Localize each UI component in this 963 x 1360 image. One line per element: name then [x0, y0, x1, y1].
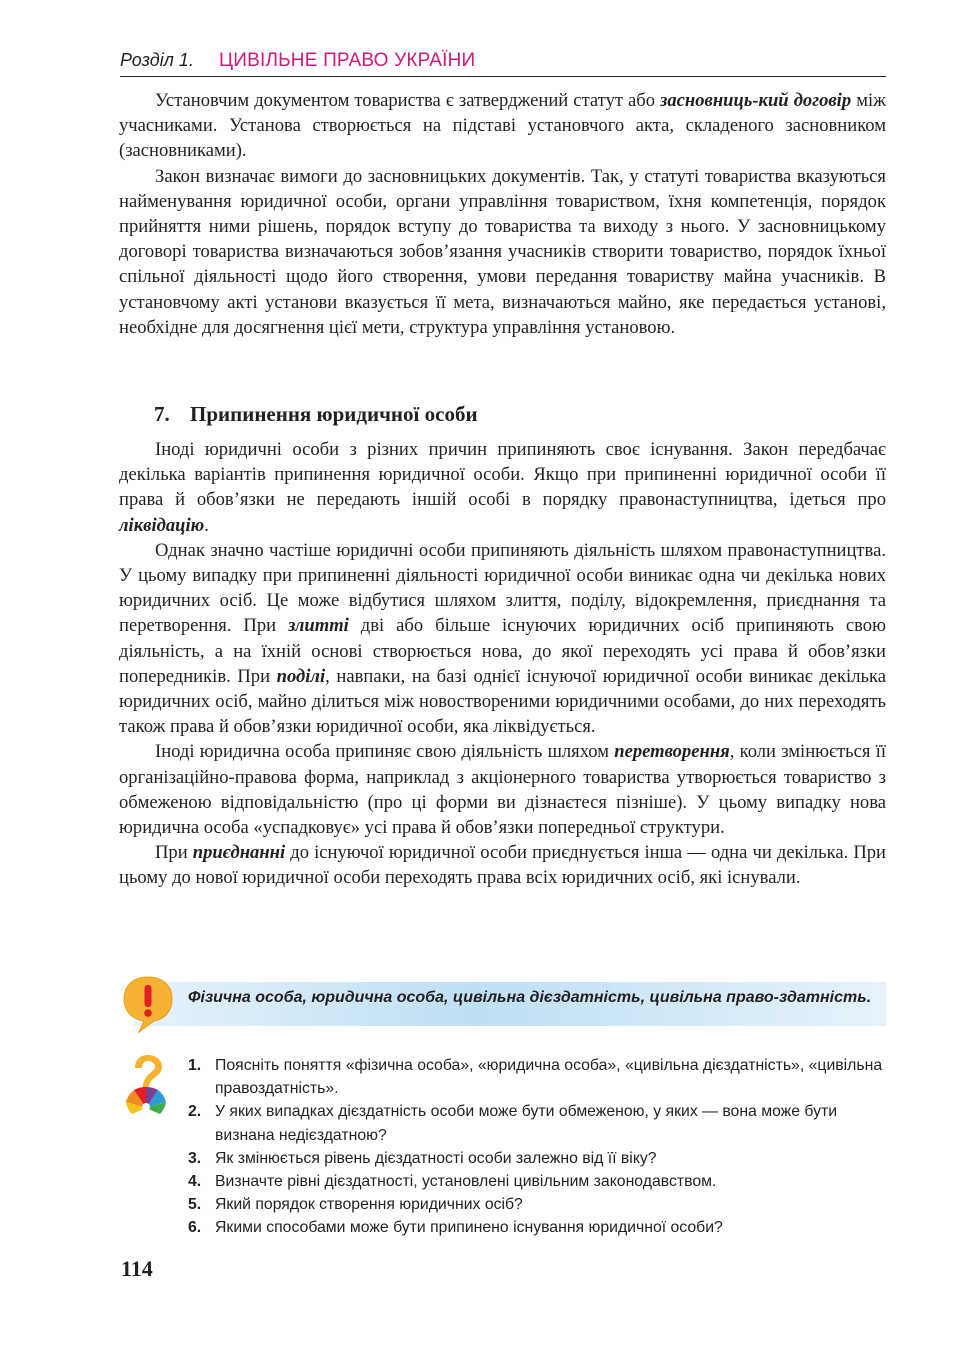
key-term: засновниць-кий договір [660, 90, 852, 111]
question-item: 2. У яких випадках дієздатність особи може бути обмеженою, у яких — вона може бути визнана недієздатною? [188, 1103, 838, 1144]
key-terms-text: Фізична особа, юридична особа, цивільна дієздатність, цивільна право-здатність. [188, 989, 872, 1006]
section-title: ЦИВІЛЬНЕ ПРАВО УКРАЇНИ [219, 50, 476, 71]
running-header [120, 50, 886, 77]
paragraph: Закон визначає вимоги до засновницьких документів. Так, у статуті товариства вказуються найменування юридичної особи, органи управління товариством, їхня компетенція, порядок прийняття ними рішень, порядок вступу до товариства та виходу з нього. У засновницькому договорі товариства визначаються зобов’язання учасників створити товариство, порядок їхньої спільної діяльності щодо його створення, умови передання товариству майна учасників. В установчому акті установи вказується її мета, визначаються майно, яке передається установі, необхідне для досягнення цієї мети, структура управління установою. [119, 165, 886, 338]
paragraph: Установчим документом товариства є затверджений статут або засновниць-кий договір між учасниками. Установа створюється на підставі установчого акта, складеного засновником (засновниками). [119, 90, 886, 162]
questions-list [188, 1054, 888, 1240]
key-terms-box [120, 974, 886, 1038]
exclamation-bubble-icon [120, 974, 176, 1036]
question-item: 3. Як змінюється рівень дієздатності особи залежно від її віку? [188, 1149, 657, 1167]
key-term: злитті [288, 615, 349, 637]
section-heading-text: Припинення юридичної особи [190, 402, 478, 426]
paragraph: Іноді юридична особа припиняє свою діяльність шляхом перетворення, коли змінюється її організаційно-правова форма, наприклад з акціонерного товариства утворюється товариство з обмеженою відповідальністю (про ці форми ви дізнаєтеся пізніше). У цьому випадку нова юридична особа «успадковує» усі права й обов’язки попередньої структури. [119, 741, 886, 839]
text-block-termination [119, 437, 886, 891]
question-item: 6. Якими способами може бути припинено існування юридичної особи? [188, 1219, 723, 1237]
section-number: 7. [154, 402, 170, 426]
paragraph: Іноді юридичні особи з різних причин припиняють своє існування. Закон передбачає декілька варіантів припинення юридичної особи. Якщо при припиненні юридичної особи її права й обов’язки не передають іншій особі в порядку правонаступництва, ідеться про ліквідацію. [119, 439, 886, 536]
question-item: 1. Поясніть поняття «фізична особа», «юридична особа», «цивільна дієздатність», «цивільна правоздатність». [188, 1057, 883, 1098]
section-heading [154, 402, 478, 427]
question-item: 5. Який порядок створення юридичних осіб? [188, 1196, 523, 1214]
key-term: поділі [276, 665, 326, 687]
section-label: Розділ 1. [120, 50, 194, 70]
key-term: ліквідацію [119, 514, 205, 536]
text-block-founding-docs [119, 88, 886, 340]
paragraph: Однак значно частіше юридичні особи припиняють діяльність шляхом правонаступництва. У цьому випадку при припиненні діяльності юридичної особи виникає одна чи декілька нових юридичних осіб. Це може відбутися шляхом злиття, поділу, відокремлення, приєднання та перетворення. При злитті дві або більше існуючих юридичних осіб припиняють свою діяльність, а на їхній основі створюється нова, до якої переходять усі права й обов’язки попередників. При поділі, навпаки, на базі однієї існуючої юридичної особи виникає декілька юридичних осіб, майно ділиться між новоствореними юридичними особами, до них переходять також права й обов’язки юридичної особи, яка ліквідується. [119, 539, 886, 738]
question-mark-icon [122, 1052, 170, 1120]
key-term: перетворення [614, 741, 730, 763]
question-item: 4. Визначте рівні дієздатності, установлені цивільним законодавством. [188, 1173, 717, 1191]
page-number: 114 [121, 1256, 153, 1281]
key-term: приєднанні [192, 842, 286, 864]
paragraph: При приєднанні до існуючої юридичної особи приєднується інша — одна чи декілька. При цьому до нової юридичної особи переходять права всіх юридичних осіб, які існували. [119, 842, 886, 889]
